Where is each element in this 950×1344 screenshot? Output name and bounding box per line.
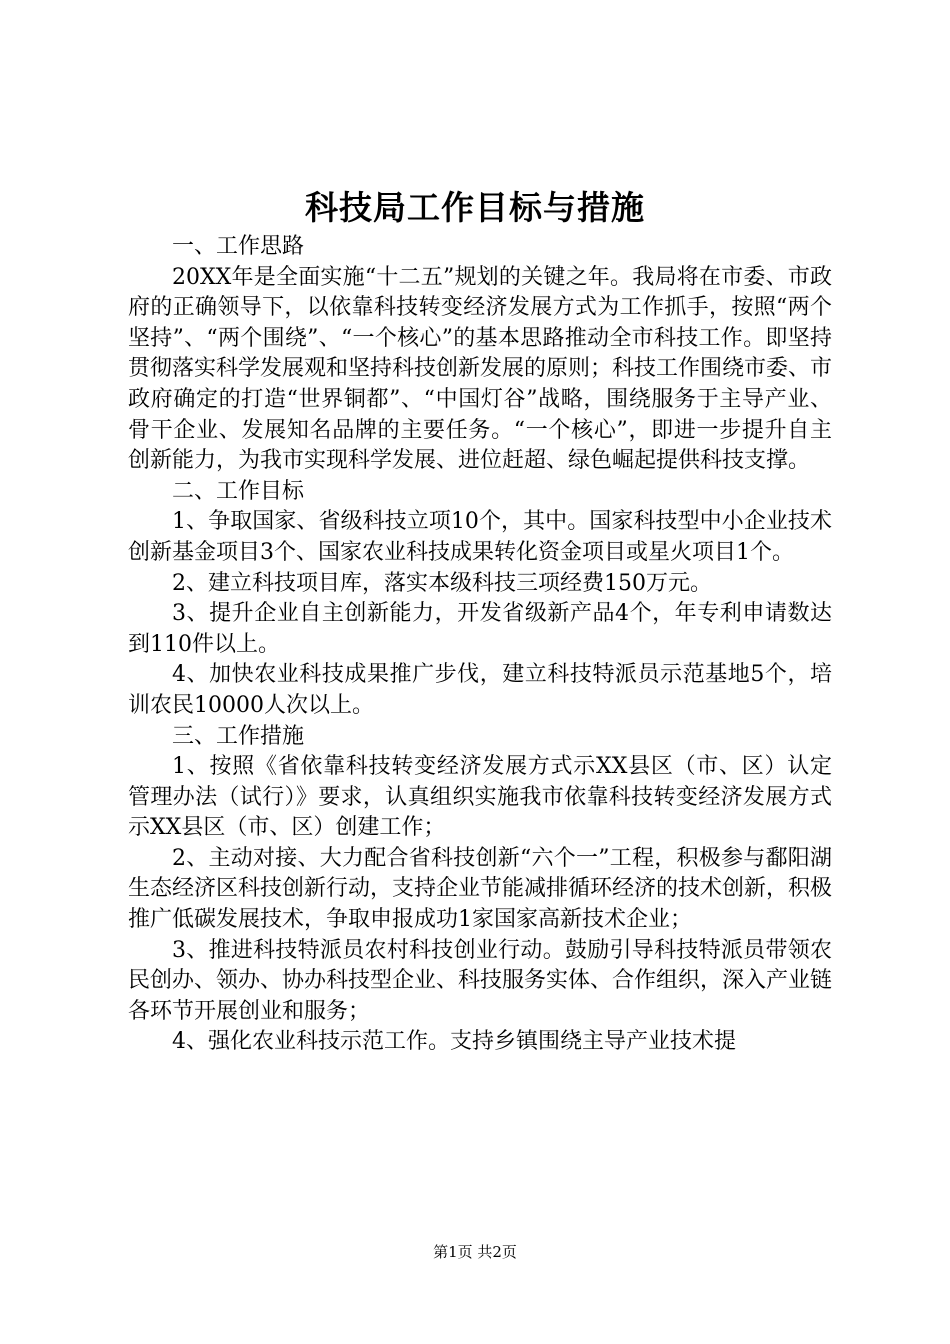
list-item: 2、建立科技项目库，落实本级科技三项经费150万元。 [172,570,712,596]
list-item: 1、按照《省依靠科技转变经济发展方式示XX县区（市、区）认定管理办法（试行）》要求，认真组织实施我市依靠科技转变经济发展方式示XX县区（市、区）创建工作； [128,754,832,841]
list-item: 4、加快农业科技成果推广步伐，建立科技特派员示范基地5个，培训农民10000人次以上。 [128,662,832,718]
document-title: 科技局工作目标与措施 [305,188,645,227]
section-heading-1: 一、工作思路 [172,234,305,259]
section-heading-2: 二、工作目标 [172,478,305,504]
list-item: 2、主动对接、大力配合省科技创新“六个一”工程，积极参与鄱阳湖生态经济区科技创新行动，支持企业节能减排循环经济的技术创新，积极推广低碳发展技术，争取申报成功1家国家高新技术企业； [128,845,833,933]
page-footer: 第1页 共2页 [433,1243,517,1261]
list-item: 3、推进科技特派员农村科技创业行动。鼓励引导科技特派员带领农民创办、领办、协办科技型企业、科技服务实体、合作组织，深入产业链各环节开展创业和服务； [128,937,833,1024]
list-item: 4、强化农业科技示范工作。支持乡镇围绕主导产业技术提 [172,1029,736,1055]
section-heading-3: 三、工作措施 [172,723,305,749]
list-item: 1、争取国家、省级科技立项10个，其中。国家科技型中小企业技术创新基金项目3个、国家农业科技成果转化资金项目或星火项目1个。 [128,509,832,565]
document-body [128,232,832,1058]
list-item: 3、提升企业自主创新能力，开发省级新产品4个，年专利申请数达到110件以上。 [128,601,832,657]
paragraph: 20XX年是全面实施“十二五”规划的关键之年。我局将在市委、市政府的正确领导下，以依靠科技转变经济发展方式为工作抓手，按照“两个坚持”、“两个围绕”、“一个核心”的基本思路推动全市科技工作。即坚持贯彻落实科学发展观和坚持科技创新发展的原则；科技工作围绕市委、市政府确定的打造“世界铜都”、“中国灯谷”战略，围绕服务于主导产业、骨干企业、发展知名品牌的主要任务。“一个核心”，即进一步提升自主创新能力，为我市实现科学发展、进位赶超、绿色崛起提供科技支撑。 [128,264,833,474]
